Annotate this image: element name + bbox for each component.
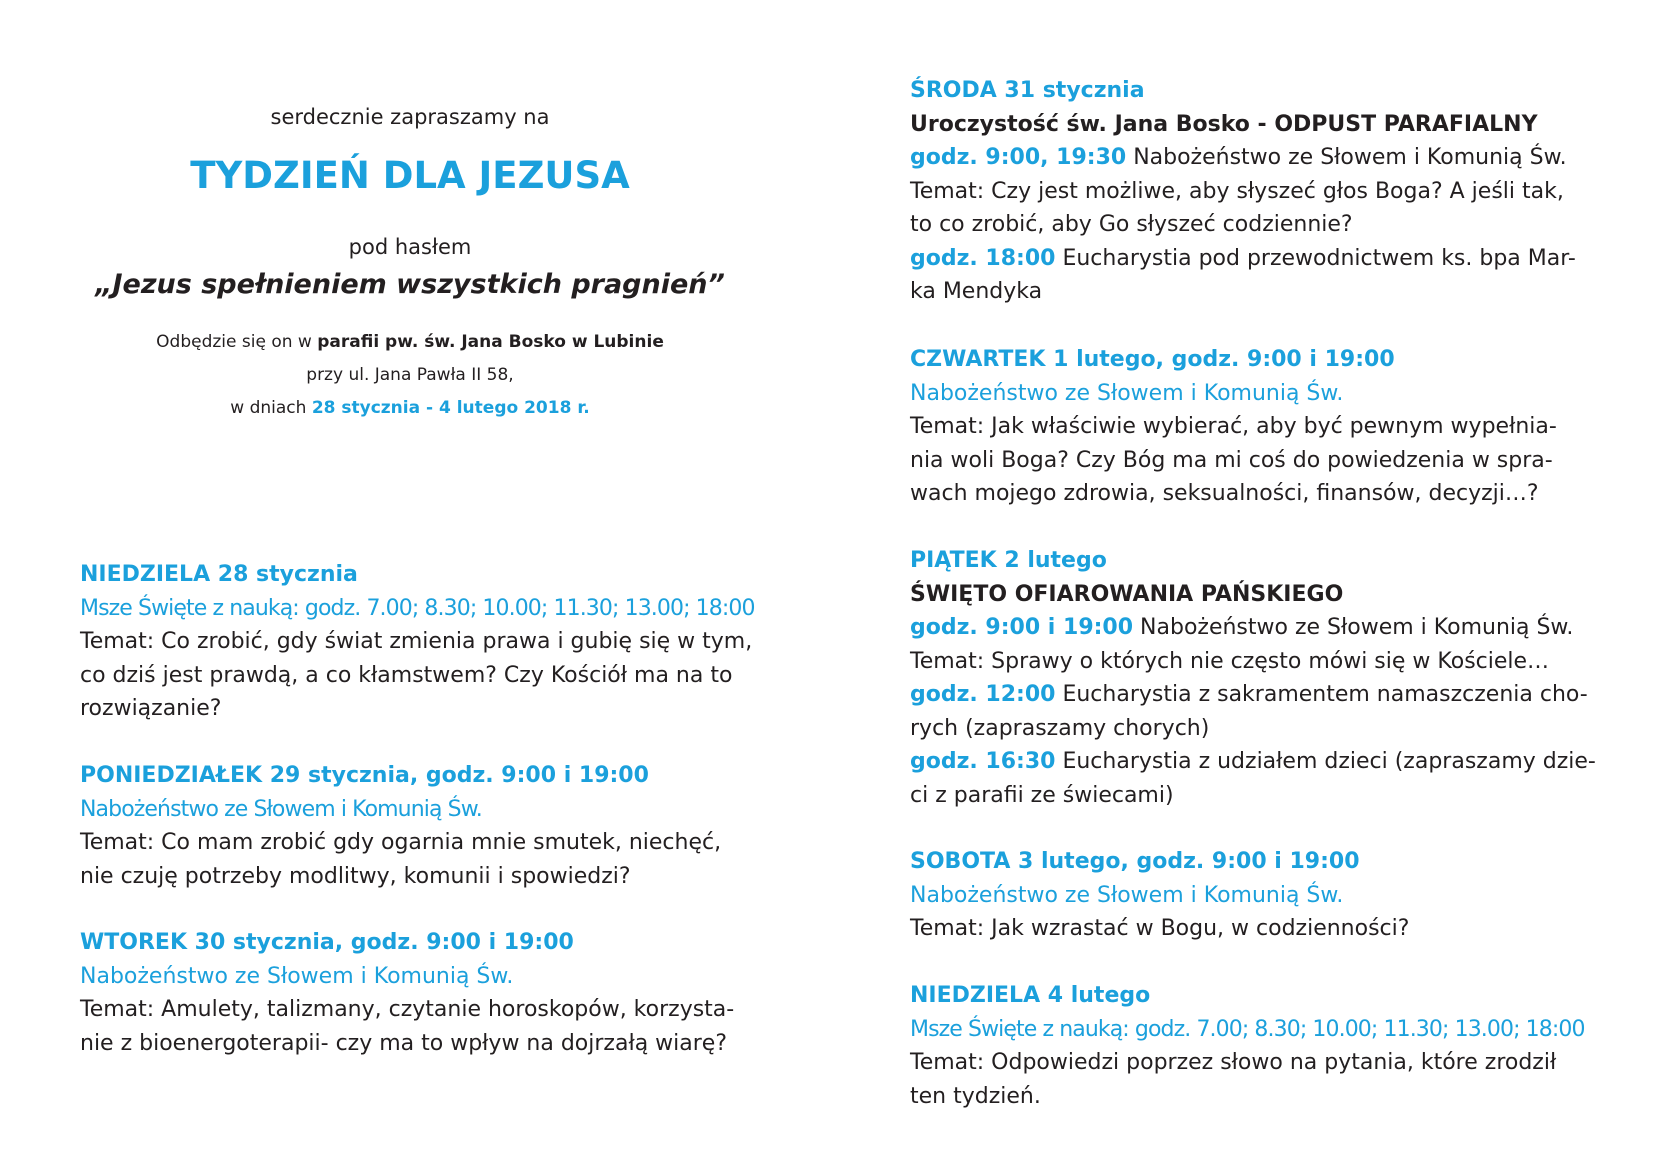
- schedule-line-cont: rych (zapraszamy chorych): [910, 715, 1210, 741]
- invitation-header: [80, 102, 740, 425]
- day-friday-2: [910, 544, 1610, 812]
- motto-intro: pod hasłem: [348, 235, 472, 259]
- schedule-line: [910, 678, 1610, 712]
- topic-line: nie z bioenergoterapii- czy ma to wpływ na dojrzałą wiarę?: [80, 1030, 728, 1056]
- schedule-line: [910, 141, 1610, 175]
- venue-line: [80, 326, 740, 359]
- page-title: TYDZIEŃ DLA JEZUSA: [190, 154, 630, 197]
- dates-line: [80, 392, 740, 425]
- venue-prefix: Odbędzie się on w: [156, 332, 312, 352]
- day-heading: WTOREK 30 stycznia, godz. 9:00 i 19:00: [80, 930, 574, 955]
- day-heading: PIĄTEK 2 lutego: [910, 548, 1107, 573]
- schedule-line: [910, 242, 1610, 276]
- topic-line: Temat: Jak wzrastać w Bogu, w codzienności?: [910, 916, 1410, 941]
- venue-info: [80, 326, 740, 425]
- topic-line: rozwiązanie?: [80, 696, 222, 721]
- schedule-text: Nabożeństwo ze Słowem i Komunią Św.: [1133, 615, 1574, 640]
- day-service: Nabożeństwo ze Słowem i Komunią Św.: [910, 882, 1344, 908]
- day-sunday-28: [80, 558, 780, 726]
- topic-line: nia woli Boga? Czy Bóg ma mi coś do powiedzenia w spra-: [910, 447, 1553, 473]
- topic-line: ten tydzień.: [910, 1083, 1041, 1109]
- topic-line: Temat: Czy jest możliwe, aby słyszeć głos Boga? A jeśli tak,: [910, 178, 1564, 204]
- dates-prefix: w dniach: [230, 398, 307, 418]
- schedule-time: godz. 9:00, 19:30: [910, 145, 1127, 170]
- schedule-line-cont: ci z parafii ze świecami): [910, 782, 1174, 808]
- schedule-line-cont: ka Mendyka: [910, 279, 1043, 304]
- topic-line: Temat: Jak właściwie wybierać, aby być pewnym wypełnia-: [910, 414, 1557, 439]
- day-heading: NIEDZIELA 4 lutego: [910, 983, 1151, 1008]
- schedule-text: Eucharystia z udziałem dzieci (zapraszamy dzie-: [1055, 749, 1596, 774]
- topic-line: co dziś jest prawdą, a co kłamstwem? Czy Kościół ma na to: [80, 662, 733, 688]
- motto: „Jezus spełnieniem wszystkich pragnień”: [95, 269, 725, 300]
- day-services: Msze Święte z nauką: godz. 7.00; 8.30; 10.00; 11.30; 13.00; 18:00: [910, 1016, 1585, 1042]
- invite-line: serdecznie zapraszamy na: [270, 105, 550, 129]
- topic-line: Temat: Co mam zrobić gdy ogarnia mnie smutek, niechęć,: [80, 830, 722, 855]
- day-heading: SOBOTA 3 lutego, godz. 9:00 i 19:00: [910, 849, 1360, 874]
- day-heading: NIEDZIELA 28 stycznia: [80, 562, 358, 587]
- event-dates: 28 stycznia - 4 lutego 2018 r.: [311, 398, 590, 418]
- day-sunday-4: [910, 979, 1610, 1113]
- schedule-text: Eucharystia z sakramentem namaszczenia cho-: [1055, 682, 1588, 707]
- topic-line: Temat: Co zrobić, gdy świat zmienia prawa i gubię się w tym,: [80, 629, 753, 654]
- day-monday-29: [80, 759, 780, 893]
- day-wednesday-31: [910, 74, 1610, 309]
- schedule-time: godz. 16:30: [910, 749, 1056, 774]
- day-heading: PONIEDZIAŁEK 29 stycznia, godz. 9:00 i 19:00: [80, 763, 649, 788]
- schedule-time: godz. 18:00: [910, 245, 1056, 271]
- day-service: Nabożeństwo ze Słowem i Komunią Św.: [80, 963, 514, 989]
- parish-name: parafii pw. św. Jana Bosko w Lubinie: [317, 332, 664, 352]
- day-service: Nabożeństwo ze Słowem i Komunią Św.: [80, 796, 482, 822]
- topic-line: Temat: Odpowiedzi poprzez słowo na pytania, które zrodził: [910, 1050, 1557, 1075]
- day-heading: ŚRODA 31 stycznia: [910, 78, 1145, 103]
- schedule-line: [910, 611, 1610, 645]
- address-line: przy ul. Jana Pawła II 58,: [306, 365, 514, 385]
- schedule-line: [910, 745, 1610, 779]
- topic-line: to co zrobić, aby Go słyszeć codziennie?: [910, 212, 1353, 237]
- schedule-text: Nabożeństwo ze Słowem i Komunią Św.: [1126, 145, 1567, 170]
- topic-line: wach mojego zdrowia, seksualności, finansów, decyzji…?: [910, 481, 1539, 506]
- day-heading: CZWARTEK 1 lutego, godz. 9:00 i 19:00: [910, 347, 1395, 372]
- schedule-time: godz. 9:00 i 19:00: [910, 615, 1134, 640]
- day-service: Nabożeństwo ze Słowem i Komunią Św.: [910, 380, 1344, 406]
- day-services: Msze Święte z nauką: godz. 7.00; 8.30; 10.00; 11.30; 13.00; 18:00: [80, 595, 755, 621]
- schedule-time: godz. 12:00: [910, 682, 1056, 707]
- day-thursday-1: [910, 343, 1610, 511]
- day-feast-title: Uroczystość św. Jana Bosko - ODPUST PARAFIALNY: [910, 111, 1538, 137]
- topic-line: Temat: Amulety, talizmany, czytanie horoskopów, korzysta-: [80, 997, 735, 1022]
- schedule-text: Eucharystia pod przewodnictwem ks. bpa Mar-: [1055, 245, 1576, 271]
- day-saturday-3: [910, 845, 1610, 946]
- day-feast-title: ŚWIĘTO OFIAROWANIA PAŃSKIEGO: [910, 581, 1344, 607]
- topic-line: nie czuję potrzeby modlitwy, komunii i spowiedzi?: [80, 863, 631, 889]
- day-tuesday-30: [80, 926, 780, 1060]
- topic-line: Temat: Sprawy o których nie często mówi się w Kościele…: [910, 648, 1550, 674]
